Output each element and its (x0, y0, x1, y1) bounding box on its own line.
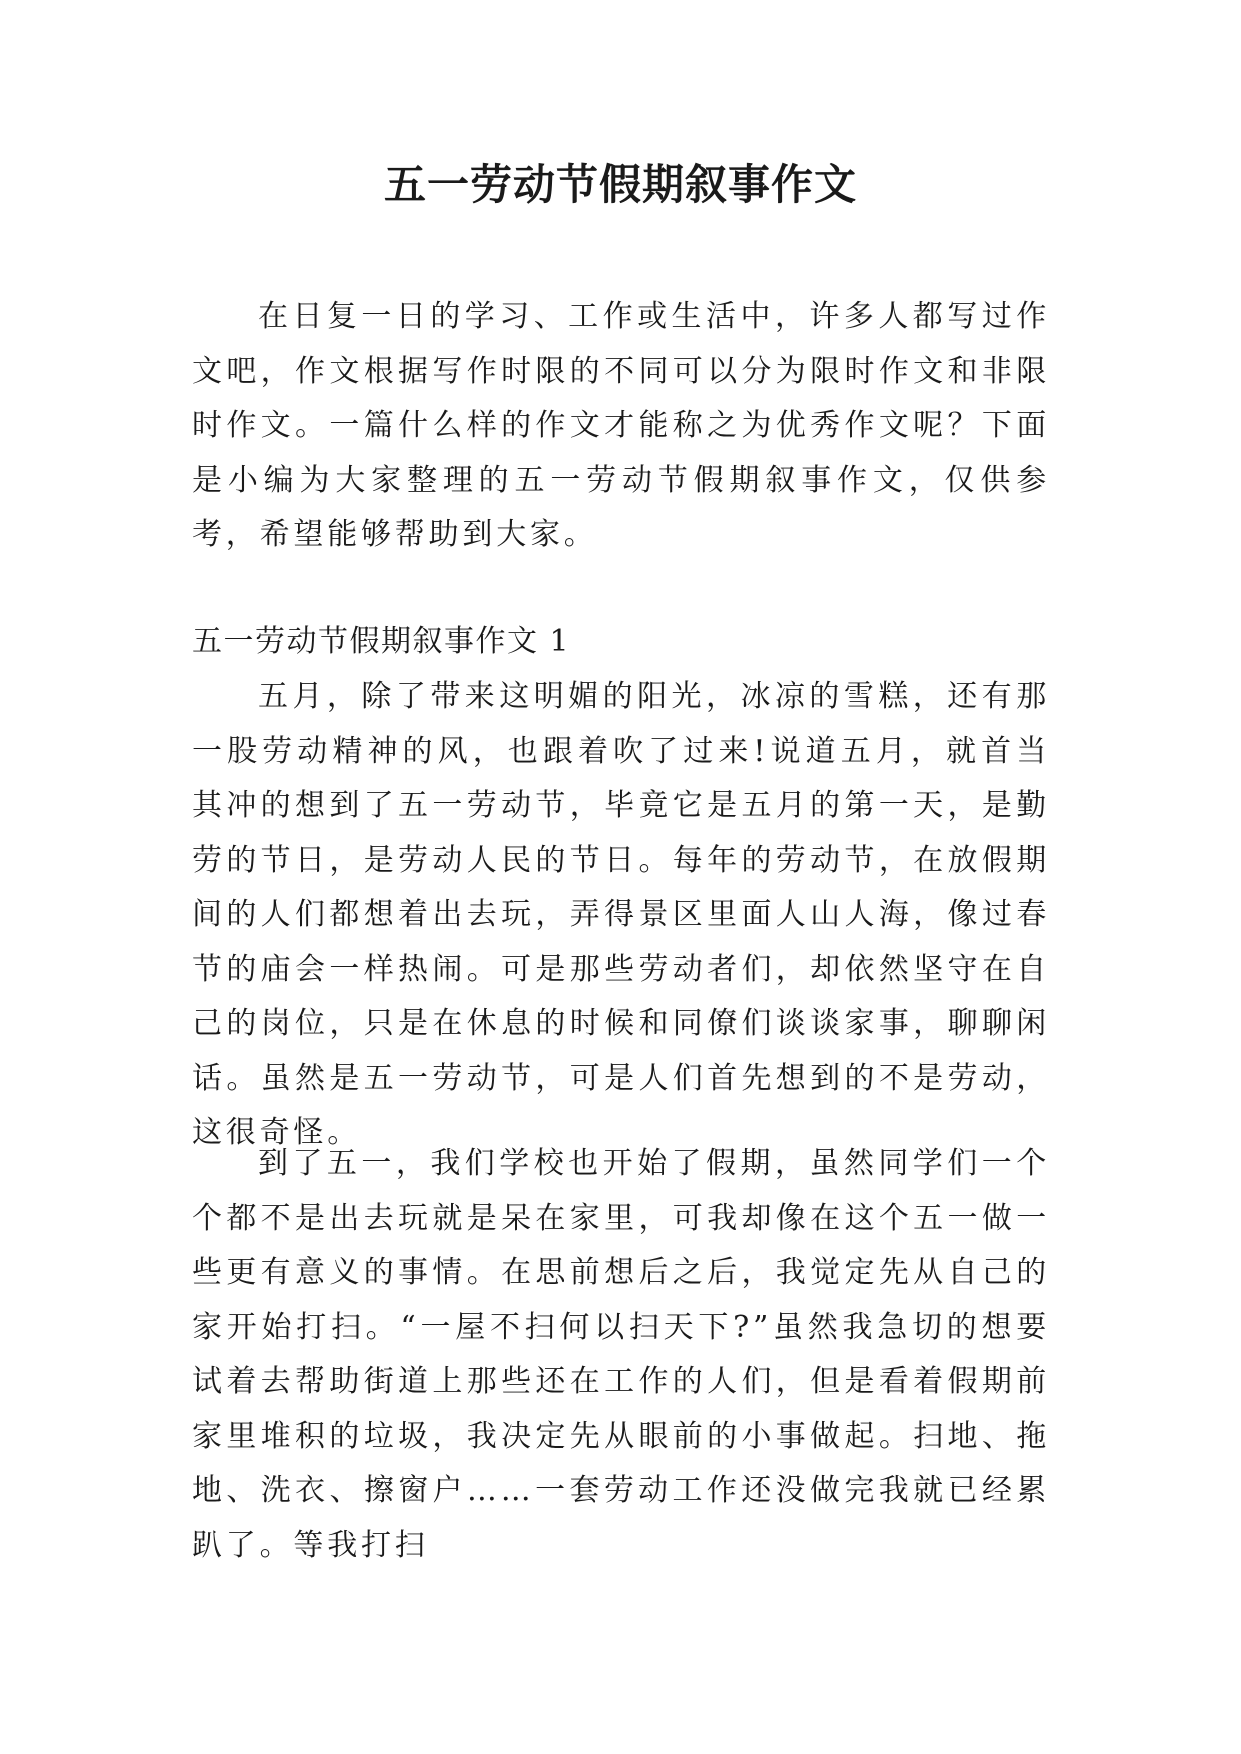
section-heading: 五一劳动节假期叙事作文 1 (192, 624, 571, 659)
document-title: 五一劳动节假期叙事作文 (383, 160, 857, 209)
intro-paragraph: 在日复一日的学习、工作或生活中，许多人都写过作文吧，作文根据写作时限的不同可以分为限时作文和非限时作文。一篇什么样的作文才能称之为优秀作文呢？下面是小编为大家整理的五一劳动节假期叙事作文，仅供参考，希望能够帮助到大家。 (192, 299, 1050, 552)
body-paragraph: 五月，除了带来这明媚的阳光，冰凉的雪糕，还有那一股劳动精神的风，也跟着吹了过来!说道五月，就首当其冲的想到了五一劳动节，毕竟它是五月的第一天，是勤劳的节日，是劳动人民的节日。每年的劳动节，在放假期间的人们都想着出去玩，弄得景区里面人山人海，像过春节的庙会一样热闹。可是那些劳动者们，却依然坚守在自己的岗位，只是在休息的时候和同僚们谈谈家事，聊聊闲话。虽然是五一劳动节，可是人们首先想到的不是劳动，这很奇怪。 (192, 679, 1050, 1150)
body-paragraph: 到了五一，我们学校也开始了假期，虽然同学们一个个都不是出去玩就是呆在家里，可我却像在这个五一做一些更有意义的事情。在思前想后之后，我觉定先从自己的家开始打扫。“一屋不扫何以扫天下?”虽然我急切的想要试着去帮助街道上那些还在工作的人们，但是看着假期前家里堆积的垃圾，我决定先从眼前的小事做起。扫地、拖地、洗衣、擦窗户……一套劳动工作还没做完我就已经累趴了。等我打扫 (192, 1146, 1050, 1563)
